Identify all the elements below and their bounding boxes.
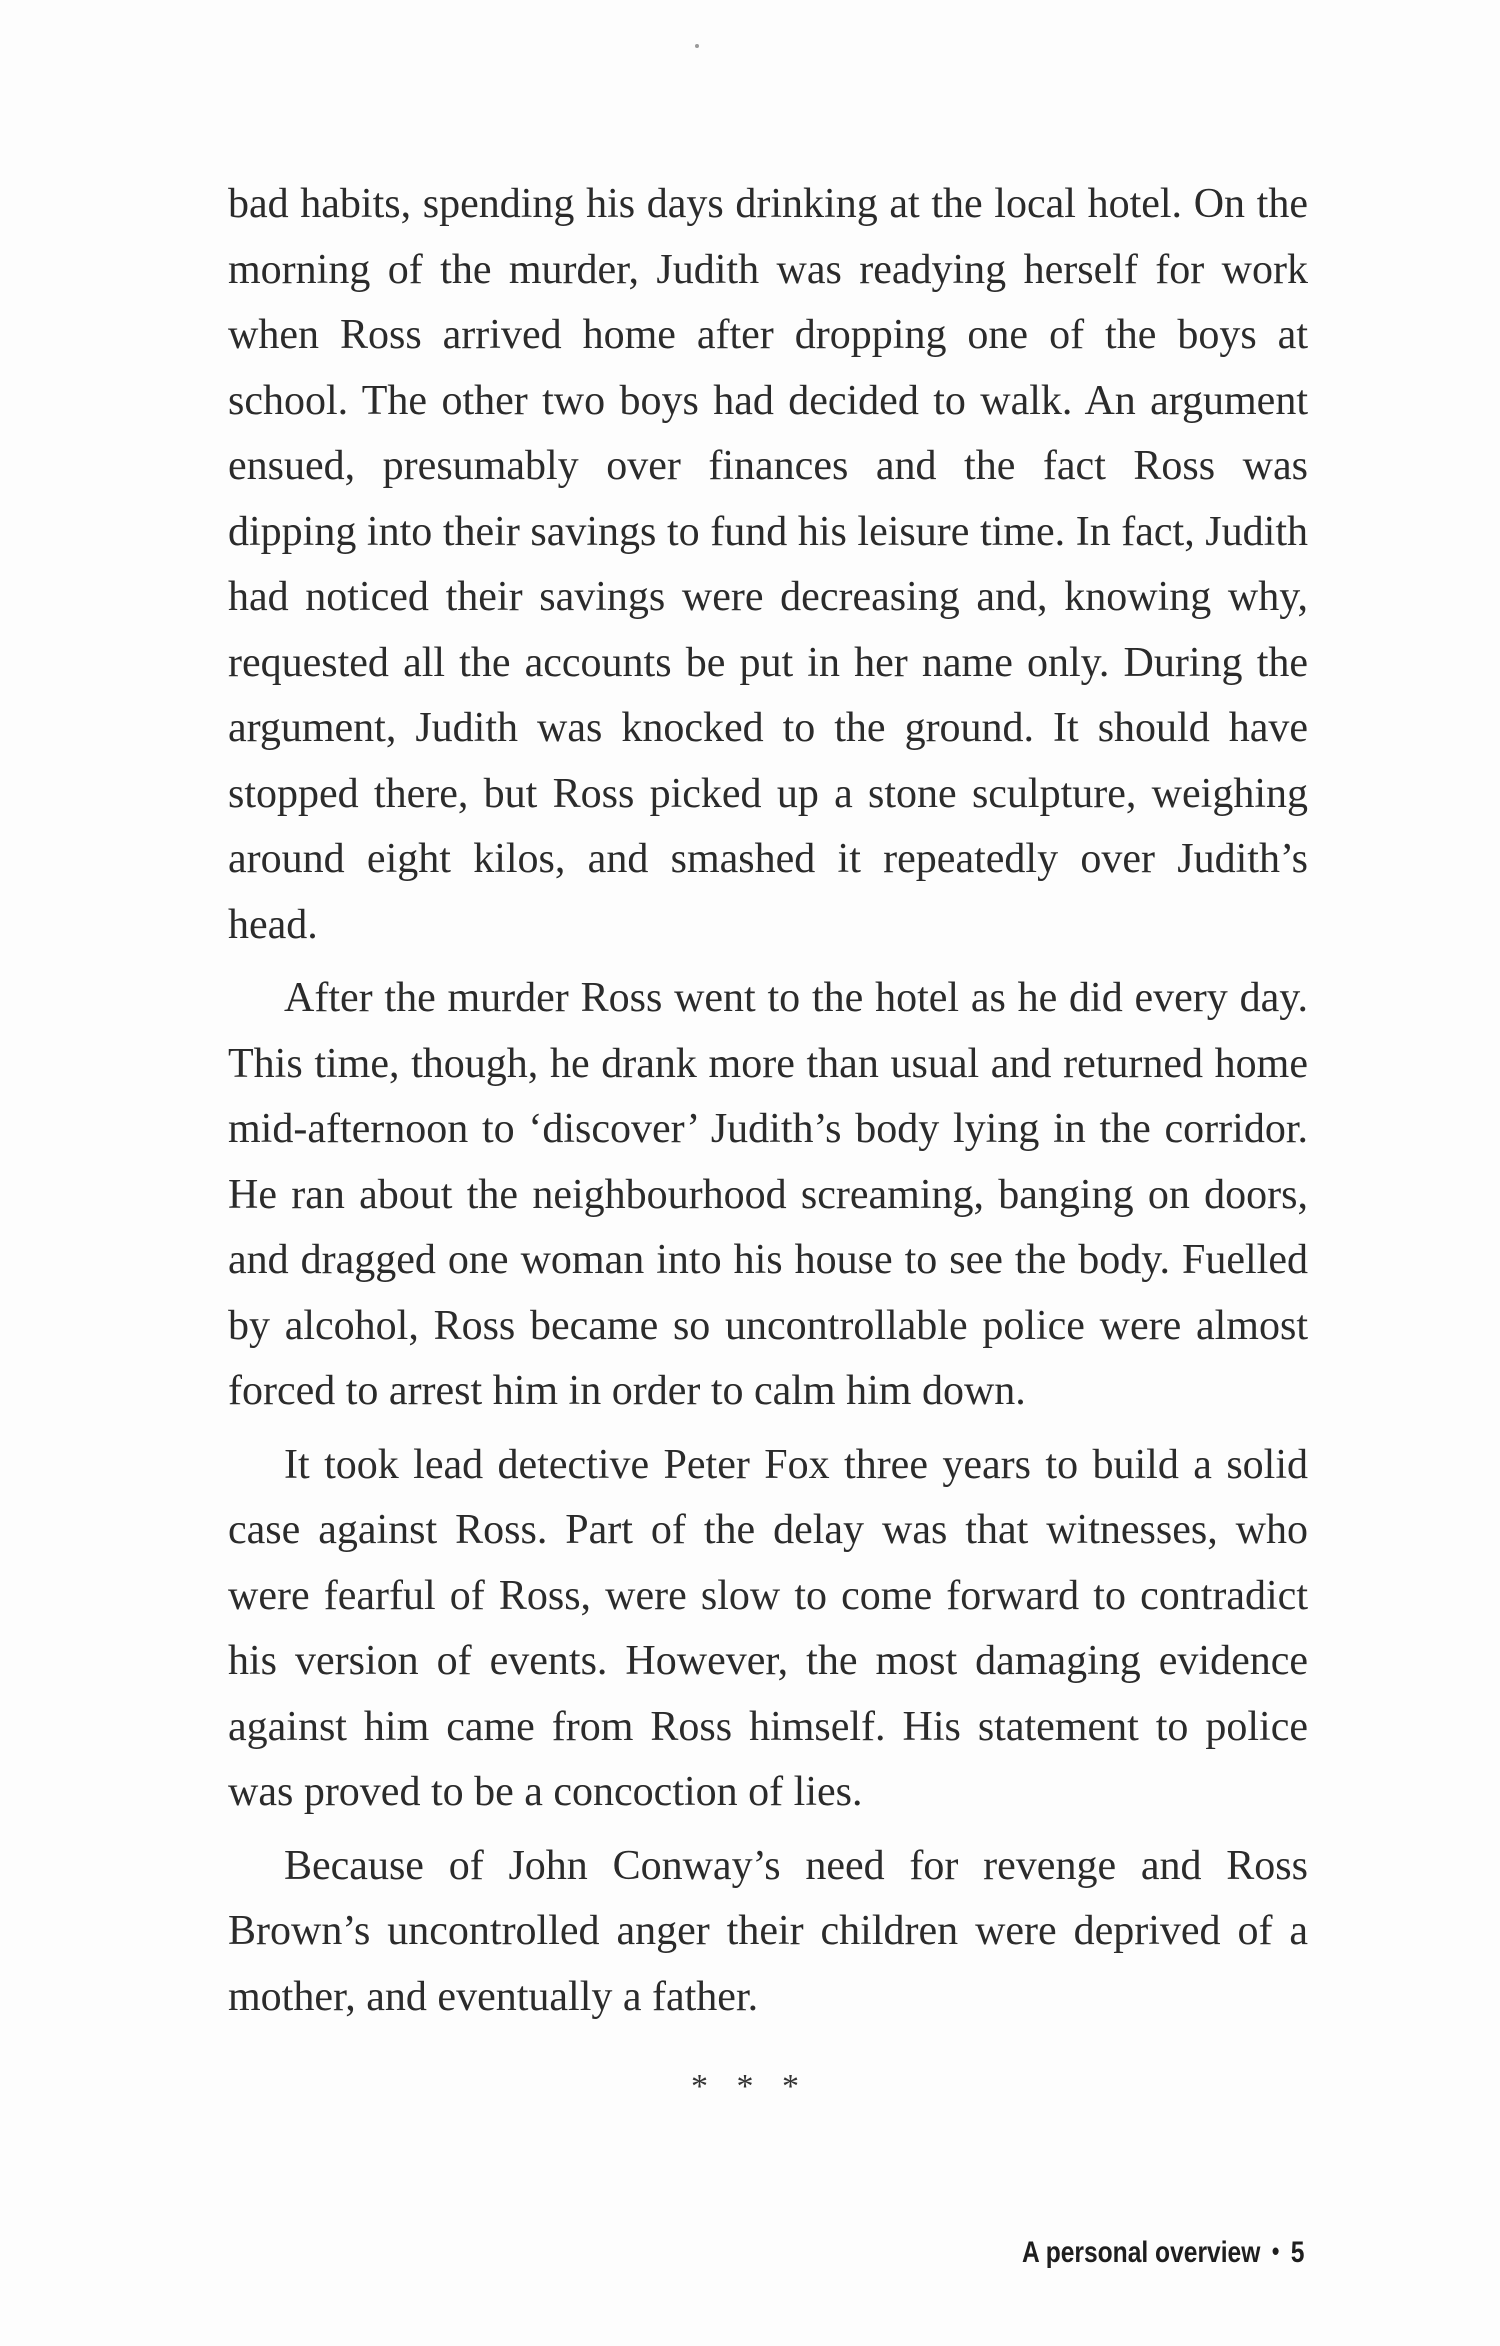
page-number: 5: [1290, 2236, 1304, 2269]
footer-bullet: •: [1271, 2236, 1279, 2266]
section-separator: * * *: [691, 2068, 809, 2105]
paragraph-2: After the murder Ross went to the hotel as he did every day. This time, though, he drank more than usual and returned home mid-afternoon to ‘discover’ Judith’s body lying in the corridor. He ran about the neighbourhood screaming, banging on doors, and dragged one woman into his house to see the body. Fuelled by alcohol, Ross became so uncontrollable police were almost forced to arrest him in order to calm him down.: [228, 975, 1308, 1414]
body-text: [228, 172, 1308, 2038]
paragraph-3: It took lead detective Peter Fox three years to build a solid case against Ross. Part of the delay was that witnesses, who were fearful of Ross, were slow to come forward to contradict his version of events. However, the most damaging evidence against him came from Ross himself. His statement to police was proved to be a concoction of lies.: [228, 1441, 1308, 1815]
scan-speck: [695, 44, 699, 48]
paragraph-1: bad habits, spending his days drinking at the local hotel. On the morning of the murder, Judith was readying herself for work when Ross arrived home after dropping one of the boys at school. The other two boys had decided to walk. An argument ensued, presumably over finances and the fact Ross was dipping into their savings to fund his leisure time. In fact, Judith had noticed their savings were decreasing and, knowing why, requested all the accounts be put in her name only. During the argument, Judith was knocked to the ground. It should have stopped there, but Ross picked up a stone sculpture, weighing around eight kilos, and smashed it repeatedly over Judith’s head.: [228, 181, 1308, 948]
footer-section-title: A personal overview: [1021, 2236, 1260, 2269]
running-footer: [1022, 2236, 1304, 2270]
paragraph-4: Because of John Conway’s need for revenge and Ross Brown’s uncontrolled anger their children were deprived of a mother, and eventually a father.: [228, 1842, 1308, 2020]
